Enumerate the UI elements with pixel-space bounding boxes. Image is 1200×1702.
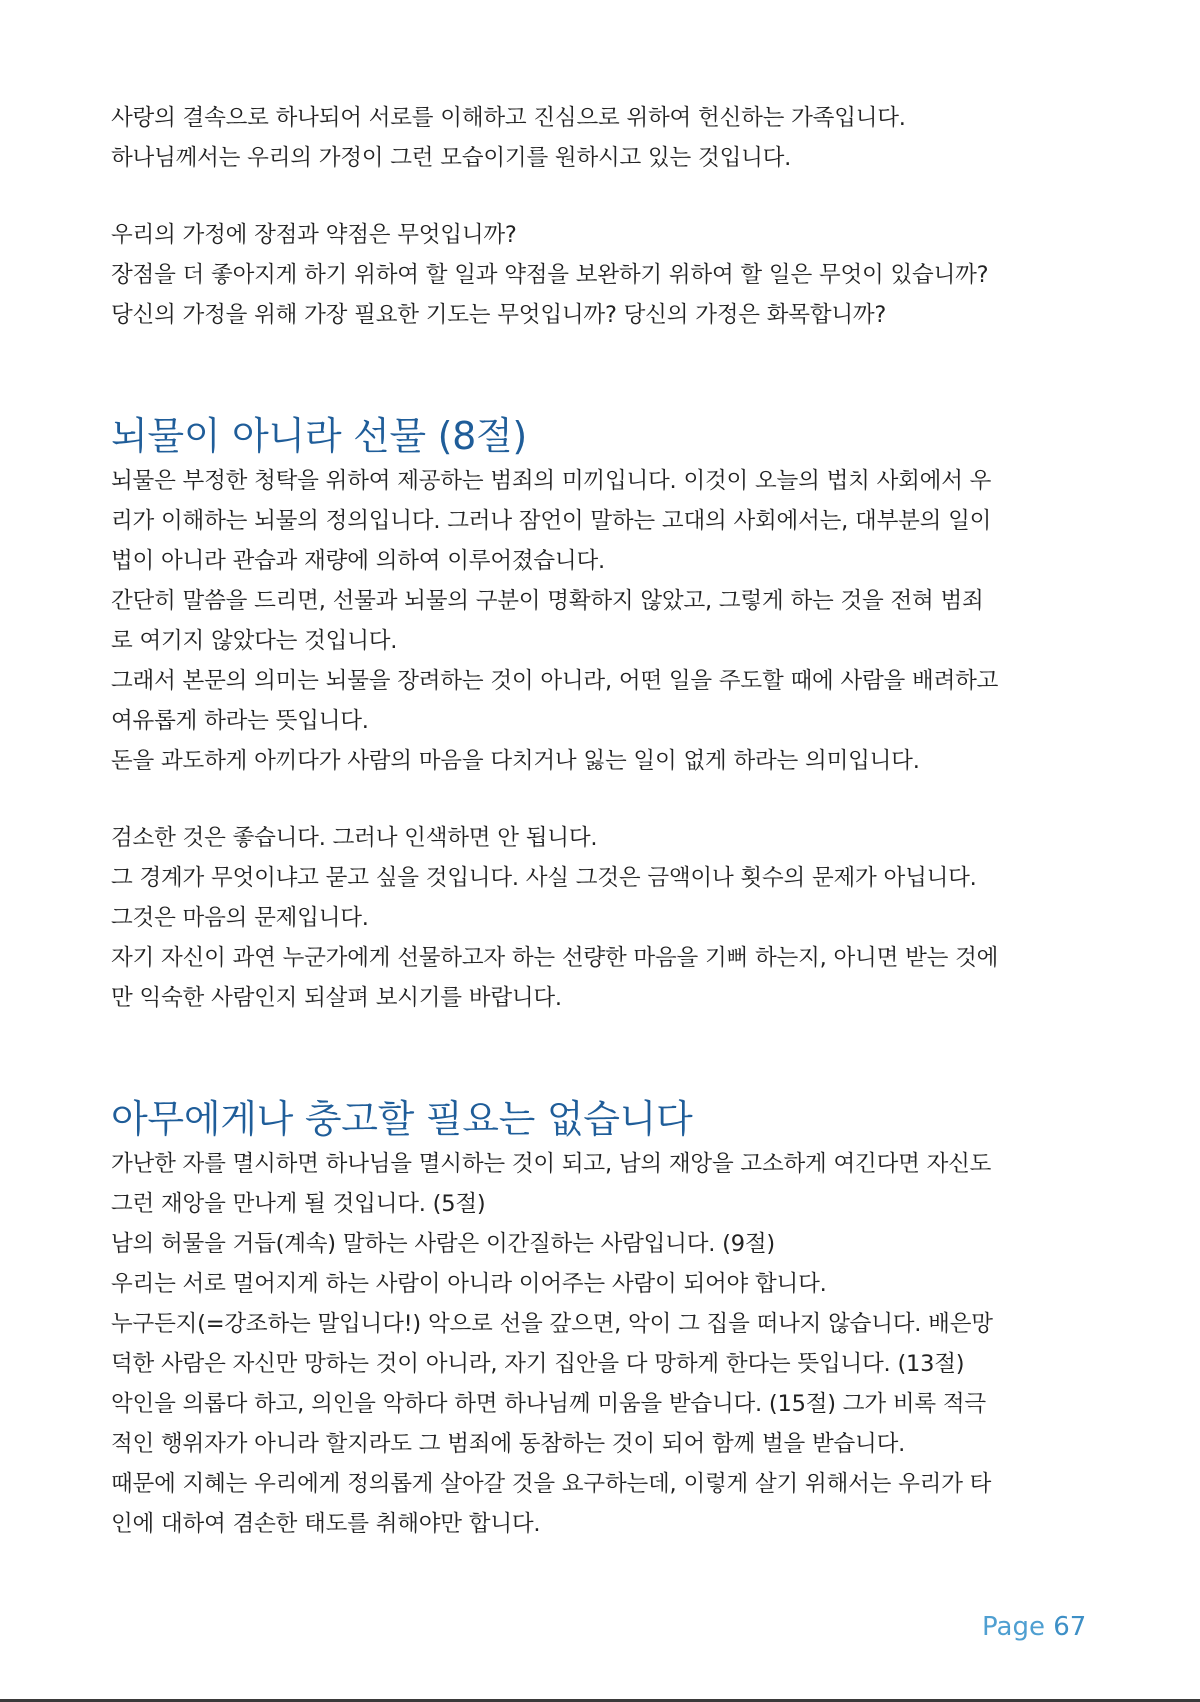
text-line: 우리의 가정에 장점과 약점은 무엇입니까? [111,222,517,248]
text-line: 적인 행위자가 아니라 할지라도 그 범죄에 동참하는 것이 되어 함께 벌을 받습니다. [111,1431,906,1457]
section-heading-bribe-gift: 뇌물이 아니라 선물 (8절) [111,414,527,458]
text-line: 로 여기지 않았다는 것입니다. [111,628,398,654]
intro-paragraph [111,98,1101,178]
text-line: 자기 자신이 과연 누군가에게 선물하고자 하는 선량한 마음을 기뻐 하는지, 아니면 받는 것에 [111,945,999,971]
page-content [111,98,1101,1544]
section-heading-advice: 아무에게나 충고할 필요는 없습니다 [111,1097,693,1141]
text-line: 그런 재앙을 만나게 될 것입니다. (5절) [111,1191,486,1217]
text-line: 돈을 과도하게 아끼다가 사람의 마음을 다치거나 잃는 일이 없게 하라는 의미입니다. [111,748,920,774]
text-line: 하나님께서는 우리의 가정이 그런 모습이기를 원하시고 있는 것입니다. [111,145,792,171]
page-label: Page [982,1612,1045,1642]
text-line: 우리는 서로 멀어지게 하는 사람이 아니라 이어주는 사람이 되어야 합니다. [111,1271,827,1297]
text-line: 장점을 더 좋아지게 하기 위하여 할 일과 약점을 보완하기 위하여 할 일은 무엇이 있습니까? [111,262,989,288]
questions-paragraph [111,215,1101,335]
text-line: 때문에 지혜는 우리에게 정의롭게 살아갈 것을 요구하는데, 이렇게 살기 위해서는 우리가 타 [111,1471,992,1497]
text-line: 인에 대하여 겸손한 태도를 취해야만 합니다. [111,1511,541,1537]
text-line: 그 경계가 무엇이냐고 묻고 싶을 것입니다. 사실 그것은 금액이나 횟수의 문제가 아닙니다. [111,865,977,891]
text-line: 법이 아니라 관습과 재량에 의하여 이루어졌습니다. [111,548,605,574]
text-line: 사랑의 결속으로 하나되어 서로를 이해하고 진심으로 위하여 헌신하는 가족입니다. [111,105,906,131]
text-line: 그래서 본문의 의미는 뇌물을 장려하는 것이 아니라, 어떤 일을 주도할 때에 사람을 배려하고 [111,668,999,694]
section2-paragraph [111,1144,1101,1544]
text-line: 그것은 마음의 문제입니다. [111,905,369,931]
text-line: 당신의 가정을 위해 가장 필요한 기도는 무엇입니까? 당신의 가정은 화목합니까? [111,302,887,328]
text-line: 리가 이해하는 뇌물의 정의입니다. 그러나 잠언이 말하는 고대의 사회에서는, 대부분의 일이 [111,508,992,534]
text-line: 검소한 것은 좋습니다. 그러나 인색하면 안 됩니다. [111,825,598,851]
text-line: 누구든지(=강조하는 말입니다!) 악으로 선을 갚으면, 악이 그 집을 떠나지 않습니다. 배은망 [111,1311,993,1337]
text-line: 덕한 사람은 자신만 망하는 것이 아니라, 자기 집안을 다 망하게 한다는 뜻입니다. (13절) [111,1351,965,1377]
text-line: 뇌물은 부정한 청탁을 위하여 제공하는 범죄의 미끼입니다. 이것이 오늘의 법치 사회에서 우 [111,468,992,494]
page-number [982,1612,1086,1642]
text-line: 남의 허물을 거듭(계속) 말하는 사람은 이간질하는 사람입니다. (9절) [111,1231,775,1257]
text-line: 악인을 의롭다 하고, 의인을 악하다 하면 하나님께 미움을 받습니다. (15절) 그가 비록 적극 [111,1391,986,1417]
section1-paragraph-1 [111,461,1101,781]
text-line: 여유롭게 하라는 뜻입니다. [111,708,369,734]
text-line: 가난한 자를 멸시하면 하나님을 멸시하는 것이 되고, 남의 재앙을 고소하게 여긴다면 자신도 [111,1151,992,1177]
section1-paragraph-2 [111,818,1101,1018]
page-number-value: 67 [1053,1612,1087,1642]
text-line: 만 익숙한 사람인지 되살펴 보시기를 바랍니다. [111,985,562,1011]
text-line: 간단히 말씀을 드리면, 선물과 뇌물의 구분이 명확하지 않았고, 그렇게 하는 것을 전혀 범죄 [111,588,984,614]
